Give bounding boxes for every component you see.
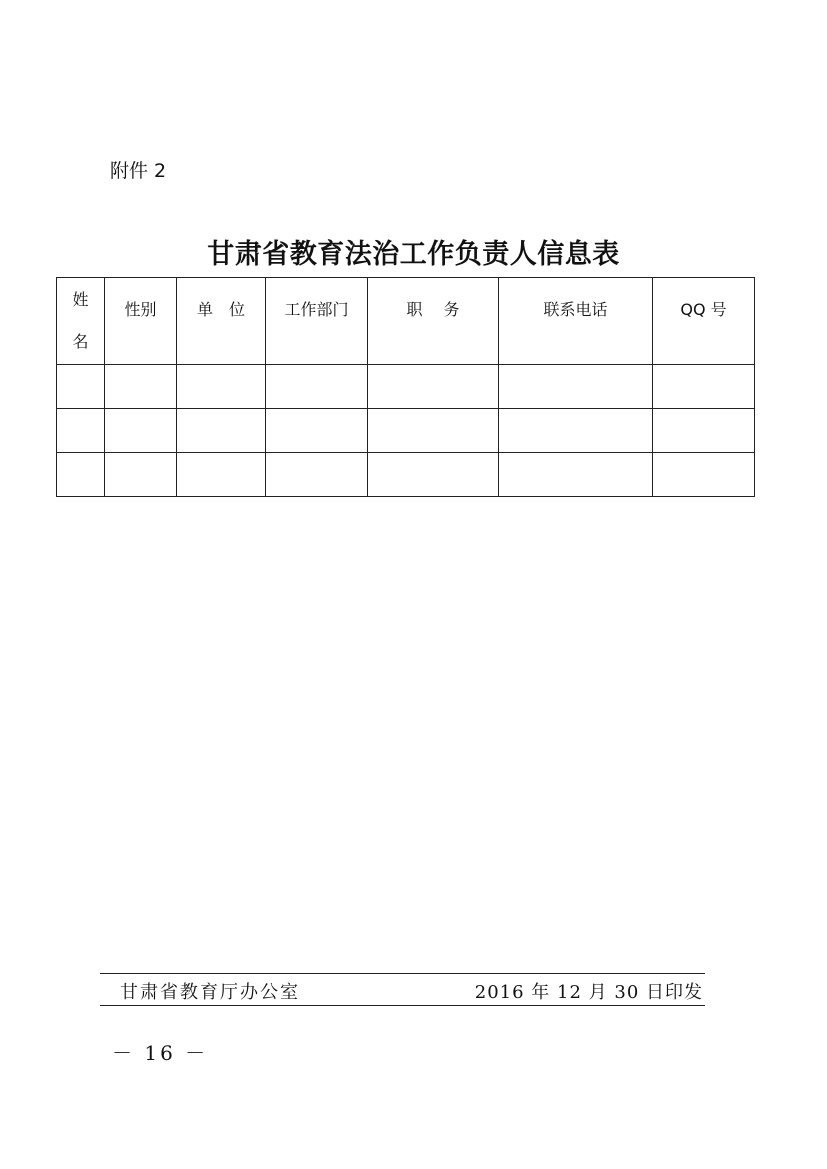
table-cell[interactable] [266,365,368,409]
footer-rule-bottom [100,1005,705,1006]
table-cell[interactable] [653,453,755,497]
table-row [57,409,755,453]
table-cell[interactable] [368,453,499,497]
table-cell[interactable] [57,409,105,453]
attachment-label: 附件 2 [110,160,167,182]
header-cell-unit: 单 位 [177,278,266,365]
table-row [57,453,755,497]
info-table [56,277,755,497]
header-row [57,278,755,365]
table-title: 甘肃省教育法治工作负责人信息表 [207,239,620,270]
table-cell[interactable] [499,409,653,453]
table-cell[interactable] [368,409,499,453]
header-cell-gender: 性别 [105,278,177,365]
footer-rule-top [100,973,705,974]
page-number: － 16 － [112,1041,209,1065]
table-cell[interactable] [266,453,368,497]
footer-date: 2016 年 12 月 30 日印发 [474,982,703,1003]
table-cell[interactable] [177,365,266,409]
table-cell[interactable] [177,409,266,453]
table-row [57,365,755,409]
header-cell-position: 职 务 [368,278,499,365]
table-cell[interactable] [57,453,105,497]
footer-issuer: 甘肃省教育厅办公室 [120,982,300,1003]
table-cell[interactable] [105,409,177,453]
table-cell[interactable] [653,365,755,409]
table-cell[interactable] [653,409,755,453]
table-cell[interactable] [105,453,177,497]
table-cell[interactable] [105,365,177,409]
table-cell[interactable] [499,453,653,497]
table-cell[interactable] [177,453,266,497]
header-cell-name: 姓名 [57,278,105,365]
table-cell[interactable] [266,409,368,453]
header-cell-qq: QQ 号 [653,278,755,365]
header-cell-department: 工作部门 [266,278,368,365]
header-cell-phone: 联系电话 [499,278,653,365]
table-cell[interactable] [368,365,499,409]
table-cell[interactable] [499,365,653,409]
table-cell[interactable] [57,365,105,409]
